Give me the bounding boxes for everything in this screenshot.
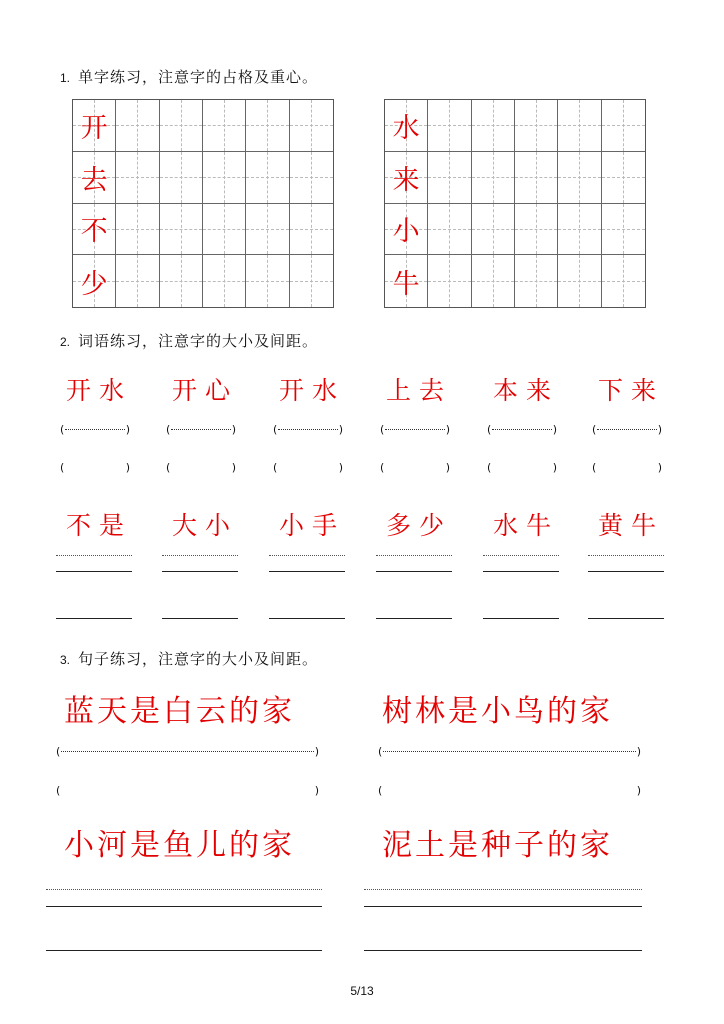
word-practice: 开心 xyxy=(172,376,239,405)
word-practice: 水牛 xyxy=(493,511,560,540)
grid-cell xyxy=(428,204,471,256)
practice-char: 少 xyxy=(80,268,108,300)
grid-cell xyxy=(515,100,558,152)
writing-line-pair xyxy=(376,555,452,572)
pinyin-blank: ( ) xyxy=(60,423,130,436)
grid-cell xyxy=(602,255,645,307)
answer-blank: ( ) xyxy=(378,784,641,797)
grid-cell xyxy=(602,204,645,256)
grid-cell xyxy=(515,204,558,256)
grid-cell xyxy=(558,255,601,307)
grid-cell xyxy=(515,152,558,204)
grid-cell xyxy=(428,152,471,204)
grid-cell xyxy=(203,152,246,204)
grid-cell xyxy=(73,100,116,152)
grid-cell xyxy=(160,255,203,307)
grid-cell xyxy=(203,100,246,152)
grid-cell xyxy=(290,100,333,152)
word-practice: 开水 xyxy=(66,376,133,405)
answer-blank: ( ) xyxy=(166,461,236,474)
word-practice: 小手 xyxy=(279,511,346,540)
word-practice: 下来 xyxy=(598,376,665,405)
writing-grid-right xyxy=(384,99,646,308)
grid-cell xyxy=(472,100,515,152)
answer-blank: ( ) xyxy=(273,461,343,474)
section-number: 2. xyxy=(60,335,71,349)
practice-char: 水 xyxy=(392,112,420,144)
practice-char: 开 xyxy=(80,112,108,144)
pinyin-blank: ( ) xyxy=(487,423,557,436)
word-practice: 开水 xyxy=(279,376,346,405)
writing-grid-left xyxy=(72,99,334,308)
writing-line-pair xyxy=(56,555,132,572)
word-practice: 多少 xyxy=(386,511,453,540)
grid-cell xyxy=(602,100,645,152)
practice-char: 小 xyxy=(392,216,420,248)
grid-cell xyxy=(290,204,333,256)
grid-cell xyxy=(116,255,159,307)
section-title: 单字练习，注意字的占格及重心。 xyxy=(78,68,319,86)
writing-line xyxy=(588,618,664,619)
writing-line xyxy=(364,950,642,951)
grid-cell xyxy=(385,255,428,307)
grid-cell xyxy=(558,152,601,204)
writing-line-pair xyxy=(46,889,322,907)
grid-cell xyxy=(472,152,515,204)
word-practice: 上去 xyxy=(386,376,453,405)
writing-line xyxy=(162,618,238,619)
section-number: 3. xyxy=(60,653,71,667)
section-title: 词语练习，注意字的大小及间距。 xyxy=(78,332,319,350)
word-practice: 大小 xyxy=(172,511,239,540)
pinyin-blank: ( ) xyxy=(273,423,343,436)
section-title: 句子练习，注意字的大小及间距。 xyxy=(78,650,319,668)
grid-cell xyxy=(246,152,289,204)
sentence-practice: 树林是小鸟的家 xyxy=(382,694,613,729)
grid-cell xyxy=(515,255,558,307)
pinyin-blank: ( ) xyxy=(166,423,236,436)
writing-line-pair xyxy=(483,555,559,572)
writing-line xyxy=(376,618,452,619)
grid-cell xyxy=(558,204,601,256)
pinyin-blank: ( ) xyxy=(56,745,319,758)
sentence-practice: 泥土是种子的家 xyxy=(382,828,613,863)
grid-cell xyxy=(385,152,428,204)
grid-cell xyxy=(73,255,116,307)
writing-line-pair xyxy=(162,555,238,572)
word-practice: 黄牛 xyxy=(598,511,665,540)
practice-char: 牛 xyxy=(392,268,420,300)
grid-cell xyxy=(385,204,428,256)
grid-cell xyxy=(116,152,159,204)
grid-cell xyxy=(116,100,159,152)
writing-line-pair xyxy=(588,555,664,572)
section-3-heading xyxy=(60,648,318,669)
word-practice: 不是 xyxy=(66,511,133,540)
grid-cell xyxy=(73,152,116,204)
answer-blank: ( ) xyxy=(56,784,319,797)
section-number: 1. xyxy=(60,71,71,85)
writing-line xyxy=(56,618,132,619)
pinyin-blank: ( ) xyxy=(380,423,450,436)
grid-cell xyxy=(246,204,289,256)
grid-cell xyxy=(246,100,289,152)
grid-cell xyxy=(290,255,333,307)
grid-cell xyxy=(472,204,515,256)
grid-cell xyxy=(472,255,515,307)
answer-blank: ( ) xyxy=(380,461,450,474)
sentence-practice: 小河是鱼儿的家 xyxy=(64,828,295,863)
answer-blank: ( ) xyxy=(60,461,130,474)
grid-cell xyxy=(73,204,116,256)
word-practice: 本来 xyxy=(493,376,560,405)
grid-cell xyxy=(385,100,428,152)
grid-cell xyxy=(203,204,246,256)
grid-cell xyxy=(203,255,246,307)
grid-cell xyxy=(160,152,203,204)
pinyin-blank: ( ) xyxy=(592,423,662,436)
answer-blank: ( ) xyxy=(592,461,662,474)
grid-cell xyxy=(602,152,645,204)
section-1-heading xyxy=(60,66,318,87)
writing-line-pair xyxy=(269,555,345,572)
practice-char: 去 xyxy=(80,164,108,196)
grid-cell xyxy=(558,100,601,152)
sentence-practice: 蓝天是白云的家 xyxy=(64,694,295,729)
practice-char: 不 xyxy=(80,216,108,248)
writing-line xyxy=(46,950,322,951)
writing-line xyxy=(483,618,559,619)
practice-char: 来 xyxy=(392,164,420,196)
grid-cell xyxy=(246,255,289,307)
grid-cell xyxy=(428,100,471,152)
grid-cell xyxy=(428,255,471,307)
pinyin-blank: ( ) xyxy=(378,745,641,758)
writing-line-pair xyxy=(364,889,642,907)
grid-cell xyxy=(160,100,203,152)
grid-cell xyxy=(160,204,203,256)
section-2-heading xyxy=(60,330,318,351)
grid-cell xyxy=(116,204,159,256)
page-number: 5/13 xyxy=(350,984,374,998)
writing-line xyxy=(269,618,345,619)
answer-blank: ( ) xyxy=(487,461,557,474)
grid-cell xyxy=(290,152,333,204)
